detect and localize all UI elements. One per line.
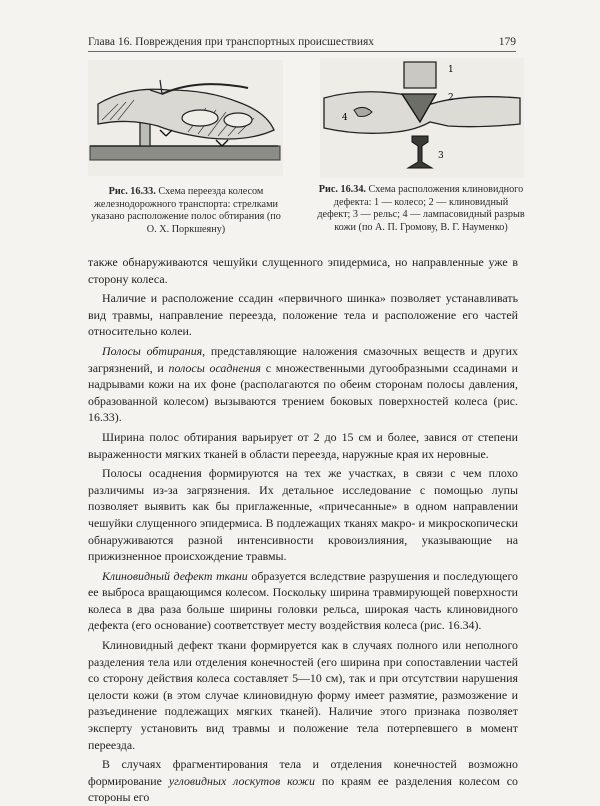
term-italic: Полосы обтирания [102, 343, 203, 358]
paragraph: Полосы обтирания, представляющие наложения смазочных веществ и других загрязнений, и полосы осаднения с множественными дугообразными ссадинами и надрывами кожи на их фоне (располагаются по обеим сторонам полосы давления, образованной колесом) вызываются трением боковых поверхностей колеса (рис. 16.33). [88, 343, 519, 425]
paragraph: В случаях фрагментирования тела и отделения конечностей возможно формирование угловидных лоскутов кожи по краям ее разделения колесом со стороны его [88, 757, 518, 805]
figure-16-34-marker-3: 3 [438, 151, 444, 161]
figure-16-34-marker-2: 2 [448, 93, 454, 103]
figure-16-34-label: Рис. 16.34. [318, 184, 366, 195]
figure-16-33-drawing [88, 60, 283, 176]
figure-16-34-text: Схема расположения клиновидного дефекта: 1 — колесо; 2 — клиновидный дефект; 3 — рельс; 4 — лампасовидный разрыв кожи (по А. П. Громову, В. Г. Науменко) [317, 184, 525, 233]
page-number: 179 [498, 36, 516, 48]
paragraph: Полосы осаднения формируются на тех же участках, в связи с чем плохо различимы из-за загрязнения. Их детальное исследование с помощью лупы позволяет выявить как бы приглаженные, «причесанные» в одном направлении чешуйки слущенного эпидермиса. В подлежащих тканях макро- и микроскопически обнаруживаются разной интенсивности кровоизлияния, указывающие на прижизненное происхождение травмы. [88, 466, 518, 564]
figure-16-34-marker-4: 4 [342, 113, 348, 123]
figure-16-33-caption [88, 186, 284, 236]
term-italic: Клиновидный дефект ткани [102, 568, 248, 583]
figure-16-33-text: Схема переезда колесом железнодорожного транспорта: стрелками указано расположение полос обтирания (по О. Х. Поркшеяну) [91, 186, 281, 235]
figure-16-34-marker-1: 1 [448, 65, 454, 75]
figure-16-33-label: Рис. 16.33. [108, 186, 156, 197]
figures-block [88, 58, 528, 254]
main-text [88, 254, 518, 806]
figure-16-34-caption [316, 184, 526, 234]
paragraph: Ширина полос обтирания варьирует от 2 до 15 см и более, завися от степени выраженности мягких тканей в области переезда, наружные края их неровные. [88, 429, 518, 461]
figure-16-34-drawing [320, 58, 524, 178]
paragraph: Наличие и расположение ссадин «первичного шинка» позволяет устанавливать вид травмы, направление переезда, положение тела и расположение его частей относительно колеи. [88, 291, 518, 339]
running-header [88, 36, 516, 52]
paragraph: Клиновидный дефект ткани образуется вследствие разрушения и последующего ее выброса вращающимся колесом. Поскольку ширина травмирующей поверхности колеса в два раза больше ширины головки рельса, широкая часть клиновидного дефекта (его основание) соответствует месту воздействия колеса (рис. 16.34). [88, 568, 518, 633]
term-italic: угловидных лоскутов кожи [168, 773, 315, 788]
term-italic: полосы осаднения [168, 360, 261, 375]
chapter-title: Глава 16. Повреждения при транспортных происшествиях [88, 36, 375, 48]
paragraph: также обнаруживаются чешуйки слущенного эпидермиса, но направленные уже в сторону колеса. [88, 255, 518, 286]
paragraph: Клиновидный дефект ткани формируется как в случаях полного или неполного разделения тела или отделения конечностей (его ширина при сопоставлении частей со сторону действия колеса составляет 5—10 см), так и при отсутствии нарушения целости кожи (в этом случае клиновидную форму имеет размятие, размозжение и разъединение подлежащих мягких тканей). Наличие этого признака позволяет эксперту установить вид травмы и положение тела потерпевшего в момент переезда. [88, 638, 518, 752]
